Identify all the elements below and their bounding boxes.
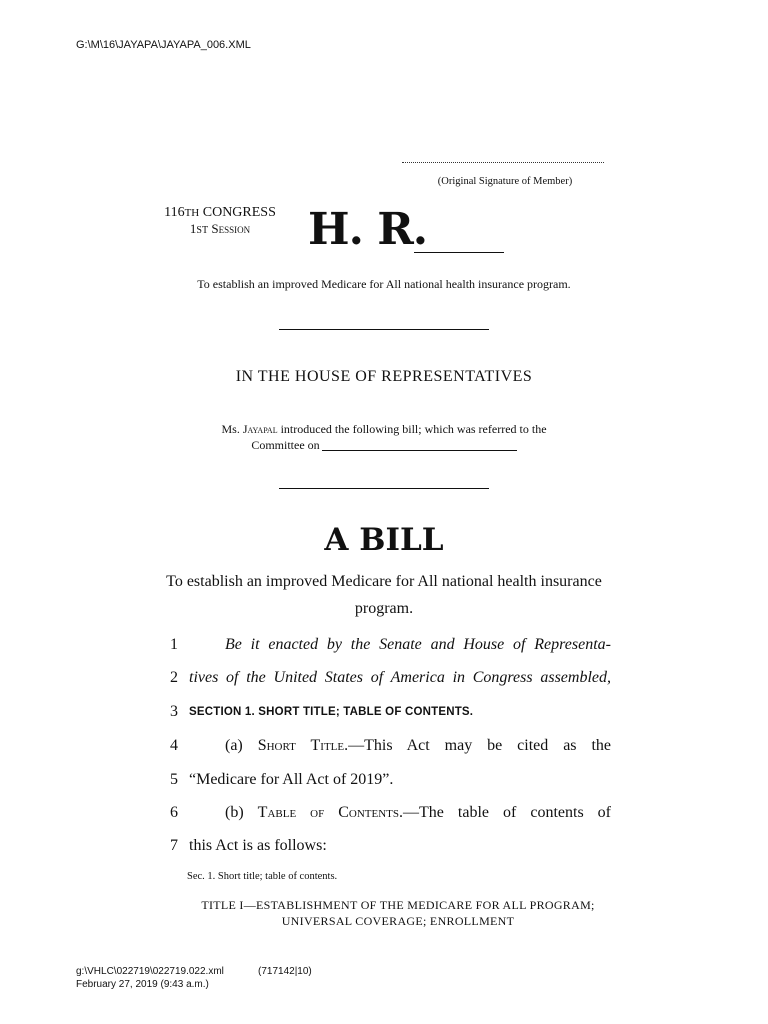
enacting-clause-line: Be it enacted by the Senate and House of Representa- bbox=[225, 636, 611, 653]
subsection-text: .—This Act may be cited as the bbox=[344, 737, 611, 754]
intro-prefix: Ms. bbox=[221, 422, 240, 436]
toc-title-entry: TITLE I—ESTABLISHMENT OF THE MEDICARE FOR ALL PROGRAM; UNIVERSAL COVERAGE; ENROLLMENT bbox=[201, 898, 595, 928]
signature-line bbox=[402, 162, 604, 163]
committee-blank bbox=[322, 450, 517, 451]
congress-word: CONGRESS bbox=[202, 205, 276, 220]
line-number: 7 bbox=[170, 837, 178, 854]
congress-session-block bbox=[152, 205, 288, 239]
house-title: IN THE HOUSE OF REPRESENTATIVES bbox=[235, 368, 533, 385]
bill-heading: A BILL bbox=[324, 522, 444, 558]
toc-section-entry: Sec. 1. Short title; table of contents. bbox=[187, 871, 338, 882]
signature-caption: (Original Signature of Member) bbox=[437, 176, 573, 187]
body-line: this Act is as follows: bbox=[189, 837, 327, 854]
sponsor-name: Jayapal bbox=[242, 422, 278, 436]
long-title: To establish an improved Medicare for All national health insurance program. bbox=[166, 573, 602, 617]
session-word: Session bbox=[211, 221, 251, 236]
footer-document-id: (717142|10) bbox=[258, 966, 312, 977]
congress-number-suffix: TH bbox=[184, 207, 200, 219]
divider-rule bbox=[279, 488, 489, 489]
line-number: 1 bbox=[170, 636, 178, 653]
intro-body: introduced the following bill; which was referred to the bbox=[280, 422, 547, 436]
session-number: 1 bbox=[189, 221, 197, 236]
footer-date: February 27, 2019 (9:43 a.m.) bbox=[76, 979, 209, 990]
short-purpose: To establish an improved Medicare for All national health insurance program. bbox=[197, 277, 571, 291]
footer-file-path: g:\VHLC\022719\022719.022.xml bbox=[76, 966, 224, 977]
session-line bbox=[152, 221, 288, 239]
subsection-marker: (b) bbox=[225, 804, 244, 821]
line-number: 6 bbox=[170, 804, 178, 821]
introduction-text bbox=[175, 421, 593, 453]
section-heading: SECTION 1. SHORT TITLE; TABLE OF CONTENTS. bbox=[189, 706, 474, 718]
congress-line bbox=[152, 205, 288, 221]
divider-rule bbox=[279, 329, 489, 330]
committee-prefix: Committee on bbox=[251, 438, 320, 452]
session-number-suffix: ST bbox=[196, 225, 209, 236]
bill-number-label: H. R. bbox=[308, 204, 428, 255]
enacting-clause-line: tives of the United States of America in Congress assembled, bbox=[189, 669, 611, 686]
line-number: 4 bbox=[170, 737, 178, 754]
subsection-marker: (a) bbox=[225, 737, 243, 754]
line-number: 3 bbox=[170, 703, 178, 720]
line-number: 2 bbox=[170, 669, 178, 686]
subsection-line bbox=[189, 737, 611, 755]
subsection-line bbox=[189, 804, 611, 822]
congress-number: 116 bbox=[164, 205, 185, 220]
subsection-heading: Table of Contents bbox=[257, 804, 400, 821]
subsection-text: .—The table of contents of bbox=[399, 804, 612, 821]
line-number: 5 bbox=[170, 771, 178, 788]
subsection-heading: Short Title bbox=[257, 737, 345, 754]
body-line: “Medicare for All Act of 2019”. bbox=[189, 771, 394, 788]
file-path-header: G:\M\16\JAYAPA\JAYAPA_006.XML bbox=[76, 39, 251, 51]
bill-number-blank bbox=[414, 252, 504, 253]
